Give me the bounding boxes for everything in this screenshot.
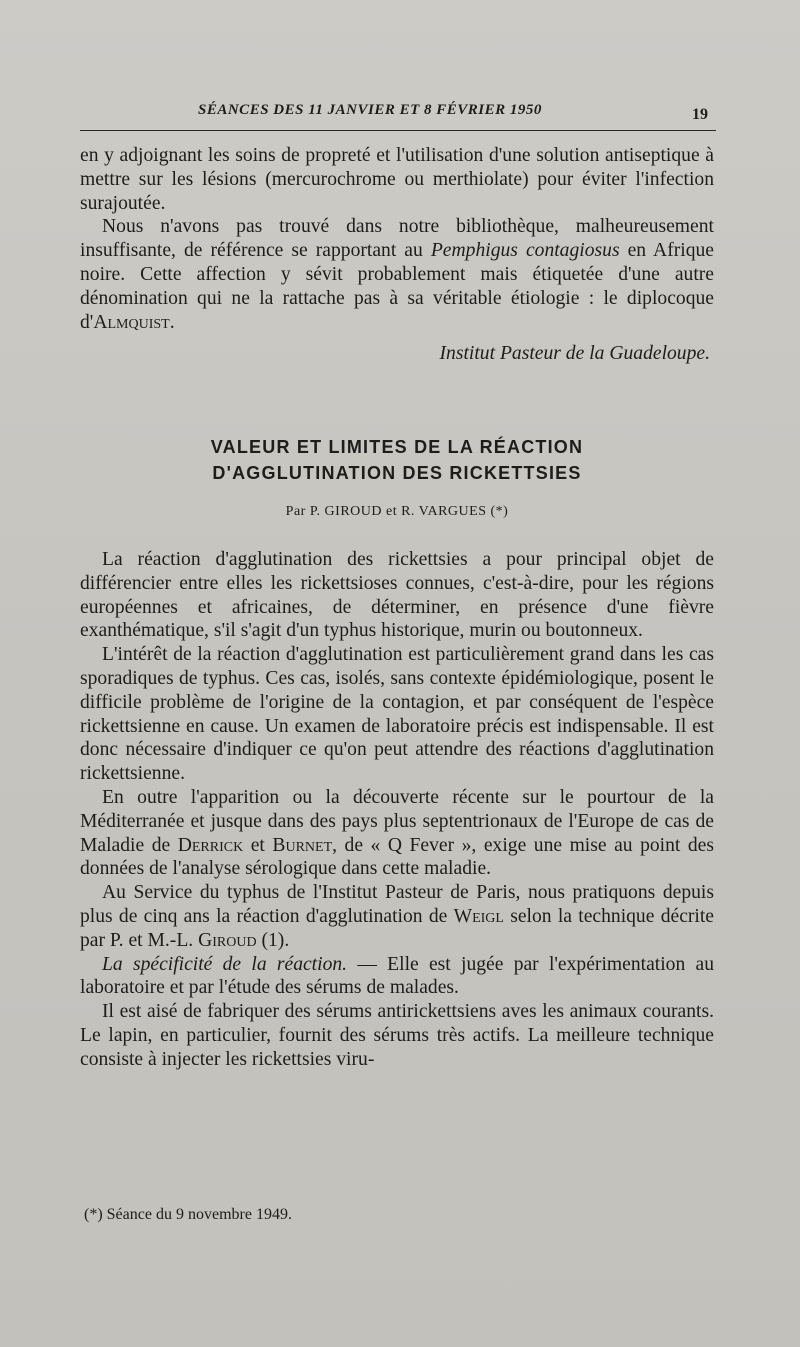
italic-term: Pemphigus contagiosus [430, 240, 620, 262]
page-body [80, 144, 714, 1072]
institution-signature: Institut Pasteur de la Guadeloupe. [439, 343, 710, 365]
paragraph: L'intérêt de la réaction d'agglutination est particulièrement grand dans les cas sporadiques de typhus. Ces cas, isolés, sans contexte épidémiologique, posent le difficile problème de l'origine de la contagion, et par conséquent de l'espèce rickettsienne en cause. Un examen de laboratoire précis est indispensable. Il est donc nécessaire d'indiquer ce qu'on peut attendre des réactions d'agglutination rickettsienne. [80, 644, 714, 785]
title-line: D'AGGLUTINATION DES RICKETTSIES [212, 463, 582, 484]
text-segment: selon la technique décrite par P. et M.-L. [80, 905, 714, 951]
author-name: Giroud [198, 929, 257, 951]
text-segment: Au Service du typhus de l'Institut Pasteur de Paris, nous pratiquons depuis plus de cinq ans la réaction d'agglutination de [80, 882, 714, 927]
section-heading-inline: La spécificité de la réaction. [102, 953, 348, 975]
footnote: (*) Séance du 9 novembre 1949. [84, 1206, 292, 1223]
author-name: Burnet [272, 834, 333, 856]
text-segment: et [243, 834, 273, 856]
paragraph [80, 881, 714, 952]
article-byline: Par P. GIROUD et R. VARGUES (*) [285, 504, 509, 520]
author-name: Derrick [177, 834, 244, 856]
paragraph-continuation: en y adjoignant les soins de propreté et l'utilisation d'une solution antiseptique à mettre sur les lésions (mercurochrome ou merthiolate) pour éviter l'infection surajoutée. [80, 145, 714, 214]
article-title [80, 434, 714, 486]
author-name: Weigl [453, 905, 504, 927]
header-rule [80, 130, 716, 131]
text-segment: (1). [256, 929, 290, 951]
text-segment: — Elle est jugée par l'expérimentation au laboratoire et par l'étude des sérums de malades. [80, 953, 714, 999]
running-head: SÉANCES DES 11 JANVIER ET 8 FÉVRIER 1950 [198, 102, 542, 118]
paragraph [80, 953, 714, 1001]
text-segment: En outre l'apparition ou la découverte récente sur le pourtour de la Méditerranée et jusque dans des pays plus septentrionaux de l'Europe de cas de Maladie de [80, 786, 714, 856]
title-line: VALEUR ET LIMITES DE LA RÉACTION [210, 437, 584, 458]
page-number: 19 [692, 106, 708, 123]
text-segment: . [169, 311, 175, 333]
paragraph: La réaction d'agglutination des rickettsies a pour principal objet de différencier entre elles les rickettsioses connues, c'est-à-dire, pour les régions européennes et africaines, de déterminer, en présence d'une fièvre exanthématique, s'il s'agit d'un typhus historique, murin ou boutonneux. [80, 548, 714, 642]
text-segment: en Afrique noire. Cette affection y sévit probablement mais étiquetée d'une autre dénomination qui ne la rattache pas à sa véritable étiologie : le diplocoque d' [80, 240, 714, 333]
author-name: Almquist [93, 311, 170, 333]
paragraph [80, 786, 714, 881]
text-segment: , de « Q Fever », exige une mise au point des données de l'analyse sérologique dans cette maladie. [80, 834, 714, 880]
page-header [80, 96, 716, 132]
paragraph-bibliography-note [80, 215, 714, 334]
text-segment: Nous n'avons pas trouvé dans notre bibliothèque, malheureusement insuffisante, de référence se rapportant au [80, 216, 714, 262]
paragraph: Il est aisé de fabriquer des sérums antirickettsiens aves les animaux courants. Le lapin, en particulier, fournit des sérums très actifs. La meilleure technique consiste à injecter les rickettsies viru- [80, 1001, 714, 1070]
